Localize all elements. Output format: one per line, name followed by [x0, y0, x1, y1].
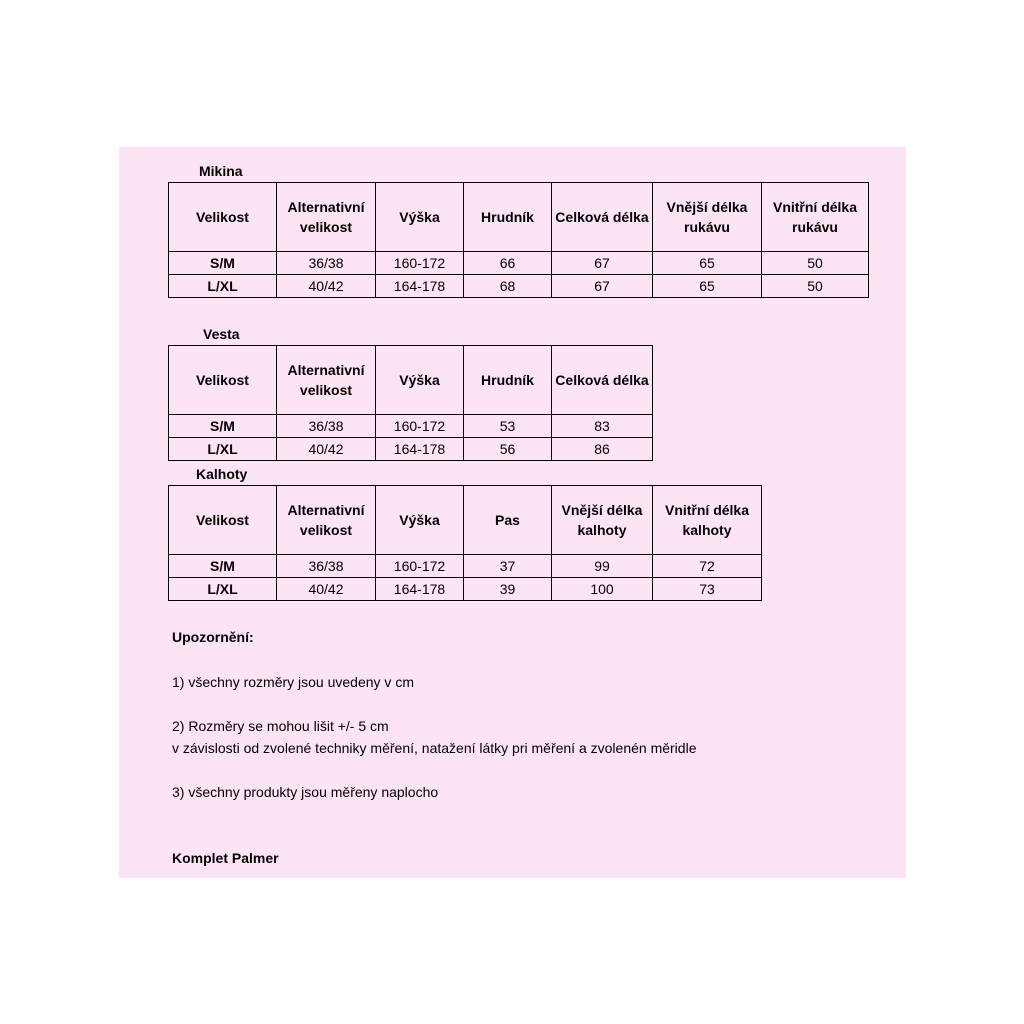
table-cell: 53 — [464, 415, 552, 438]
table-cell: 73 — [653, 578, 762, 601]
column-header: Vnější délka kalhoty — [552, 486, 653, 555]
size-cell: S/M — [169, 555, 277, 578]
table-cell: 100 — [552, 578, 653, 601]
column-header: Vnější délka rukávu — [653, 183, 762, 252]
table-cell: 40/42 — [277, 578, 376, 601]
note-2-line-1: 2) Rozměry se mohou lišit +/- 5 cm — [172, 718, 389, 734]
table-cell: 39 — [464, 578, 552, 601]
column-header: Výška — [376, 183, 464, 252]
table-cell: 72 — [653, 555, 762, 578]
table-cell: 99 — [552, 555, 653, 578]
note-1: 1) všechny rozměry jsou uvedeny v cm — [172, 674, 414, 690]
kalhoty-title: Kalhoty — [196, 466, 248, 482]
table-header-row — [169, 486, 762, 555]
table-cell: 65 — [653, 252, 762, 275]
table-row — [169, 555, 762, 578]
table-cell: 40/42 — [277, 438, 376, 461]
column-header: Hrudník — [464, 346, 552, 415]
column-header: Velikost — [169, 346, 277, 415]
size-cell: L/XL — [169, 438, 277, 461]
size-cell: S/M — [169, 252, 277, 275]
table-cell: 66 — [464, 252, 552, 275]
note-2-line-2: v závislosti od zvolené techniky měření, natažení látky pri měření a zvolenén měridle — [172, 740, 697, 756]
table-row — [169, 252, 869, 275]
table-cell: 164-178 — [376, 578, 464, 601]
mikina-title: Mikina — [199, 163, 243, 179]
table-cell: 36/38 — [277, 555, 376, 578]
column-header: Výška — [376, 486, 464, 555]
table-cell: 67 — [552, 252, 653, 275]
table-row — [169, 578, 762, 601]
kalhoty-size-table — [168, 485, 762, 601]
table-cell: 67 — [552, 275, 653, 298]
column-header: Celková délka — [552, 346, 653, 415]
table-cell: 160-172 — [376, 252, 464, 275]
table-row — [169, 275, 869, 298]
table-cell: 83 — [552, 415, 653, 438]
table-cell: 164-178 — [376, 275, 464, 298]
vesta-size-table — [168, 345, 653, 461]
table-cell: 50 — [762, 252, 869, 275]
table-cell: 164-178 — [376, 438, 464, 461]
table-cell: 40/42 — [277, 275, 376, 298]
column-header: Alternativní velikost — [277, 183, 376, 252]
column-header: Vnitřní délka rukávu — [762, 183, 869, 252]
table-cell: 160-172 — [376, 555, 464, 578]
table-header-row — [169, 183, 869, 252]
size-cell: L/XL — [169, 275, 277, 298]
table-cell: 160-172 — [376, 415, 464, 438]
notes-heading: Upozornění: — [172, 629, 254, 645]
column-header: Pas — [464, 486, 552, 555]
size-cell: S/M — [169, 415, 277, 438]
table-cell: 50 — [762, 275, 869, 298]
column-header: Celková délka — [552, 183, 653, 252]
table-header-row — [169, 346, 653, 415]
column-header: Alternativní velikost — [277, 486, 376, 555]
mikina-size-table — [168, 182, 869, 298]
column-header: Velikost — [169, 486, 277, 555]
table-row — [169, 438, 653, 461]
size-cell: L/XL — [169, 578, 277, 601]
table-cell: 36/38 — [277, 252, 376, 275]
table-cell: 56 — [464, 438, 552, 461]
product-name: Komplet Palmer — [172, 850, 279, 866]
note-3: 3) všechny produkty jsou měřeny naplocho — [172, 784, 439, 800]
table-cell: 68 — [464, 275, 552, 298]
table-cell: 65 — [653, 275, 762, 298]
column-header: Velikost — [169, 183, 277, 252]
table-cell: 37 — [464, 555, 552, 578]
column-header: Výška — [376, 346, 464, 415]
table-cell: 86 — [552, 438, 653, 461]
vesta-title: Vesta — [203, 326, 240, 342]
column-header: Hrudník — [464, 183, 552, 252]
column-header: Alternativní velikost — [277, 346, 376, 415]
table-cell: 36/38 — [277, 415, 376, 438]
table-row — [169, 415, 653, 438]
column-header: Vnitřní délka kalhoty — [653, 486, 762, 555]
